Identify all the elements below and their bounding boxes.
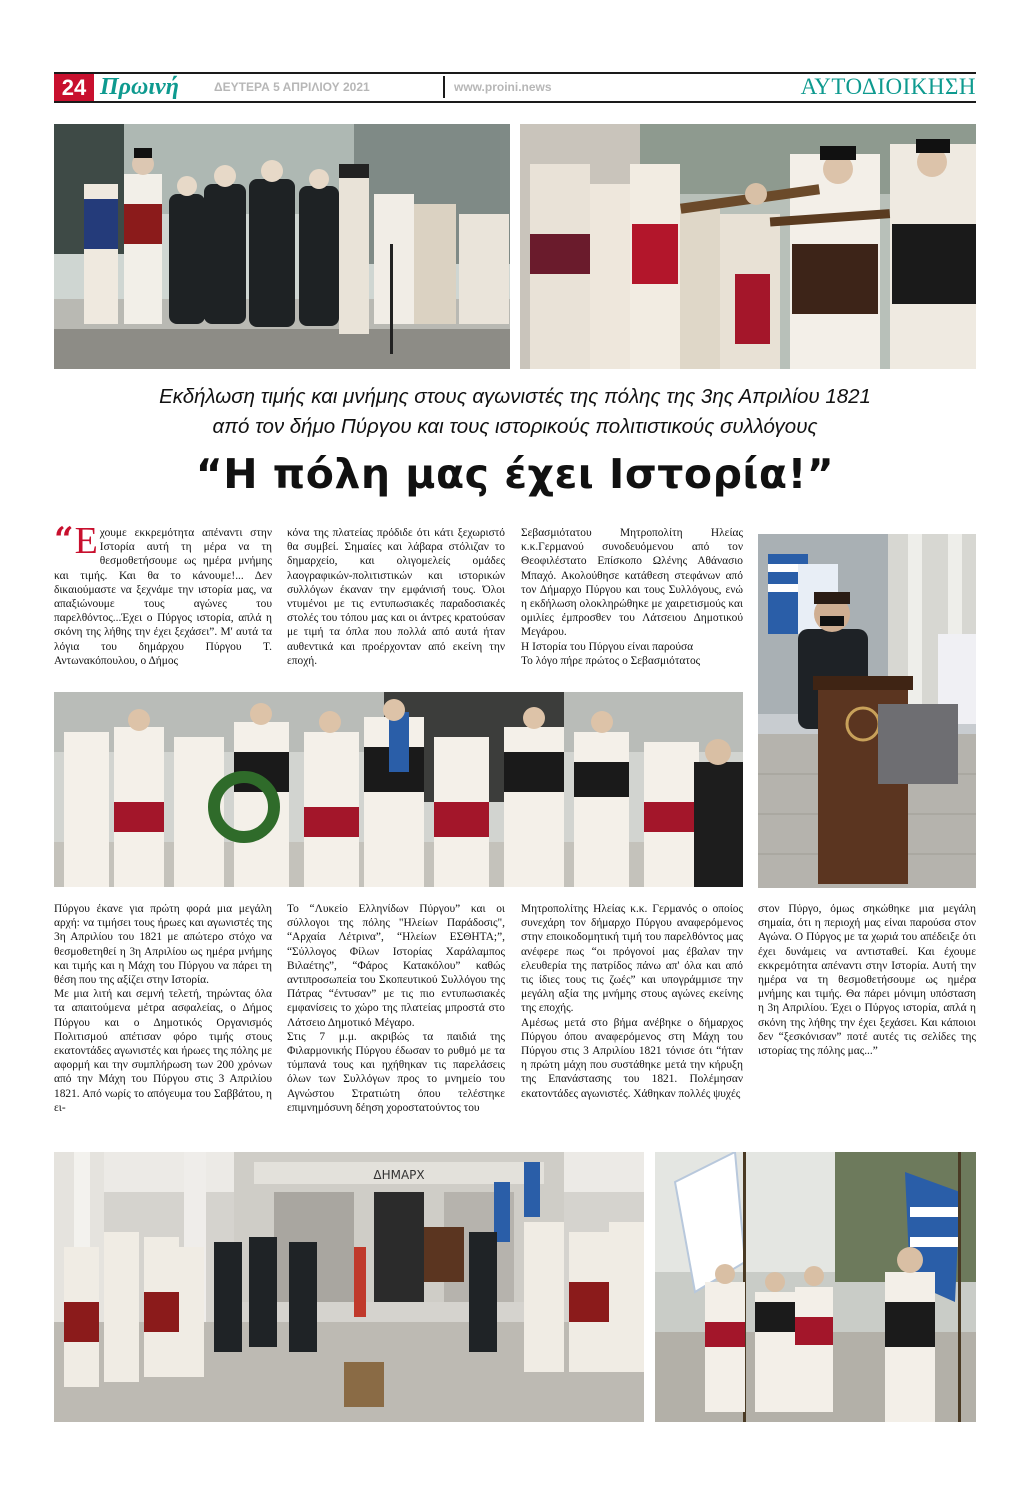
newspaper-brand: Πρωινή <box>100 74 179 100</box>
page-header <box>54 72 976 102</box>
paragraph-text: Μητροπολίτης Ηλείας κ.κ. Γερμανός ο οποίος συνεχάρη τον δήμαρχο Πύργου αναφερόμενος στην εποικοδομητική τιμή του παρελθόντος μας ανέφερε πως “οι πρόγονοί μας έβαλαν την ελευθερία της πατρίδος πάνω απ' όλα και από τις ίδιες τους τις ζωές” και υπογράμμισε την μεγάλη αξία της μνήμης στους αγώνες εκείνης της εποχής. <box>521 903 743 1015</box>
photo-officials-ceremony <box>54 124 510 369</box>
paragraph-text: Με μια λιτή και σεμνή τελετή, τηρώντας όλα τα απαιτούμενα μέτρα ασφαλείας, ο Δήμος Πύργου και ο Δημοτικός Οργανισμός Πολιτισμού απέτισαν φόρο τιμής στους εκατοντάδες αγωνιστές και ήρωες της πόλης με αφορμή και την συμπλήρωση των 200 χρόνων από την Μάχη του Πύργου στις 3 Απριλίου 1821. Από νωρίς το απόγευμα του Σαββάτου, η ει- <box>54 988 272 1114</box>
article-headline: “Η πόλη μας έχει Ιστορία!” <box>195 450 835 498</box>
website-link[interactable]: www.proini.news <box>454 80 552 94</box>
text-column-mid-3 <box>521 902 743 1101</box>
photo-flag-procession <box>655 1152 976 1422</box>
paragraph-text: Το λόγο πήρε πρώτος ο Σεβασμιότατος <box>521 654 701 667</box>
text-column-top-2 <box>287 526 505 668</box>
header-bottom-rule <box>54 101 976 103</box>
building-sign: ΔΗΜΑΡΧ <box>373 1168 425 1182</box>
paragraph-text: Στις 7 μ.μ. ακριβώς τα παιδιά της Φιλαρμονικής Πύργου έδωσαν το ρυθμό με τα τύμπανά τους και ηχήθηκαν τις παρελάσεις όλων των Συλλόγων προς το μνημείο του Αγνώστου Στρατιώτη όπου τελέστηκε επιμνημόσυνη δέηση χοροστατούντος του <box>287 1030 505 1114</box>
paragraph-text: Αμέσως μετά στο βήμα ανέβηκε ο δήμαρχος Πύργου όπου αναφερόμενος στη Μάχη του Πύργου στις 3 Απριλίου 1821 τόνισε ότι “ήταν η πρώτη μάχη που συστάθηκε μετά την κήρυξη της Επανάστασης του 1821. Πολέμησαν εκατοντάδες αγωνιστές. Χάθηκαν πολλές ψυχές <box>521 1016 743 1100</box>
text-column-top-3 <box>521 526 743 668</box>
text-column-mid-1 <box>54 902 272 1115</box>
photo-town-hall-square <box>54 1152 644 1422</box>
paragraph-text: Το “Λυκείο Ελληνίδων Πύργου” και οι σύλλογοι της πόλης "Ηλείων Παράδοσις", “Αρχαία Λέτρινα”, “Ηλείων ΕΣΘΗΤΑ;”, “Σύλλογος Φίλων Ιστορίας Χαράλαμπος Βιλαέτης”, “Φάρος Κατακόλου” καθώς αντιπροσωπεία του Σκοπευτικού Συλλόγου της Πάτρας “έντυσαν” με τις πιο εντυπωσιακές εμφανίσεις το χώρο της πλατείας μπροστά στο Λάτσειο Δημοτικό Μέγαρο. <box>287 903 505 1029</box>
paragraph-text: Σεβασμιότατου Μητροπολίτη Ηλείας κ.κ.Γερμανού συνοδευόμενου από τον Θεοφιλέστατο Επίσκοπο Ωλένης Αθάνασιο Μπαχό. Ακολούθησε κατάθεση στεφάνων από τον Δήμαρχο Πύργου και τους Συλλόγους, ενώ η εκδήλωση ολοκληρώθηκε με χαιρετισμούς και ομιλίες έμπροσθεν του Λάτσειου Δημοτικού Μεγάρου. <box>521 527 743 639</box>
header-separator <box>443 76 445 98</box>
kicker-line-1: Εκδήλωση τιμής και μνήμης στους αγωνιστές της πόλης της 3ης Απριλίου 1821 <box>159 385 871 408</box>
photo-wreath-costumes <box>54 692 743 887</box>
paragraph-text: Πύργου έκανε για πρώτη φορά μια μεγάλη αρχή: να τιμήσει τους ήρωες και αγωνιστές της 3η Απριλίου του 1821 με απώτερο στόχο να θεσμοθετηθεί η 3η Απριλίου ως ημέρα μνήμης και τιμής και η Μάχη του Πύργου να πάρει τη θέση που της αξίζει στην Ιστορία. <box>54 903 272 987</box>
paragraph-text: χουμε εκκρεμότητα απέναντι στην Ιστορία αυτή τη μέρα να τη θεσμοθετήσουμε ως ημέρα μνήμης και τιμής. Και θα το κάνουμε!... Δεν δικαιούμαστε να ξεχνάμε την ιστορία μας, να απαξιώνουμε τους αγώνες του παρελθόντος...Έχει ο Πύργος ιστορία, απλά η σκόνη της λήθης την έχει ξεχάσει”. Μ' αυτά τα λόγια του δημάρχου Πύργου Τ. Αντωνακόπουλου, ο Δήμος <box>54 527 272 667</box>
article-kicker <box>54 382 976 442</box>
page-number: 24 <box>54 74 94 101</box>
paragraph-text: στον Πύργο, όμως σηκώθηκε μια μεγάλη σημαία, ότι η περιοχή μας είναι παρούσα στον Αγώνα. Ο Πύργος με τα χωριά του απέδειξε ότι έχει δυνάμεις να αντισταθεί. Και έχουμε εκκρεμότητα απέναντι στην Ιστορία. Αυτή την ημέρα να τη θεσμοθετήσουμε ως ημέρα μνήμης και τιμής. Θα πάρει μόνιμη υπόσταση η 3η Απριλίου. Έχει ο Πύργος ιστορία, απλά η σκόνη της λήθης την έχει ξεχάσει. Και κάποιοι δεν “ξεσκόνισαν” ποτέ αυτές τις σελίδες της ιστορίας της πόλης μας...” <box>758 903 976 1058</box>
drop-cap: Ε <box>74 520 98 562</box>
issue-date: ΔΕΥΤΕΡΑ 5 ΑΠΡΙΛΙΟΥ 2021 <box>214 80 370 94</box>
photo-costumed-men-rifles <box>520 124 976 369</box>
text-column-mid-4 <box>758 902 976 1058</box>
opening-paragraph <box>54 520 272 668</box>
kicker-line-2: από τον δήμο Πύργου και τους ιστορικούς πολιτιστικούς συλλόγους <box>212 415 818 438</box>
photo-mayor-podium <box>758 534 976 888</box>
opening-quote-mark: “ <box>54 520 74 560</box>
section-title: ΑΥΤΟΔΙΟΙΚΗΣΗ <box>800 74 976 99</box>
text-column-mid-2 <box>287 902 505 1115</box>
subheading: Η Ιστορία του Πύργου είναι παρούσα <box>521 640 694 653</box>
paragraph-text: κόνα της πλατείας πρόδιδε ότι κάτι ξεχωριστό θα συμβεί. Σημαίες και λάβαρα στόλιζαν το δημαρχείο, και ολιγομελείς ομάδες λαογραφικών-πολιτιστικών και ιστορικών συλλόγων έκαναν την εμφάνισή τους. Όλοι ντυμένοι με τις εντυπωσιακές παραδοσιακές στολές του τόπου μας και οι άντρες κρατούσαν με τιμή τα όπλα που πολλά από αυτά ήταν αυθεντικά και προέρχονταν από εκείνη την εποχή. <box>287 527 505 667</box>
text-column-top-1 <box>54 520 272 668</box>
